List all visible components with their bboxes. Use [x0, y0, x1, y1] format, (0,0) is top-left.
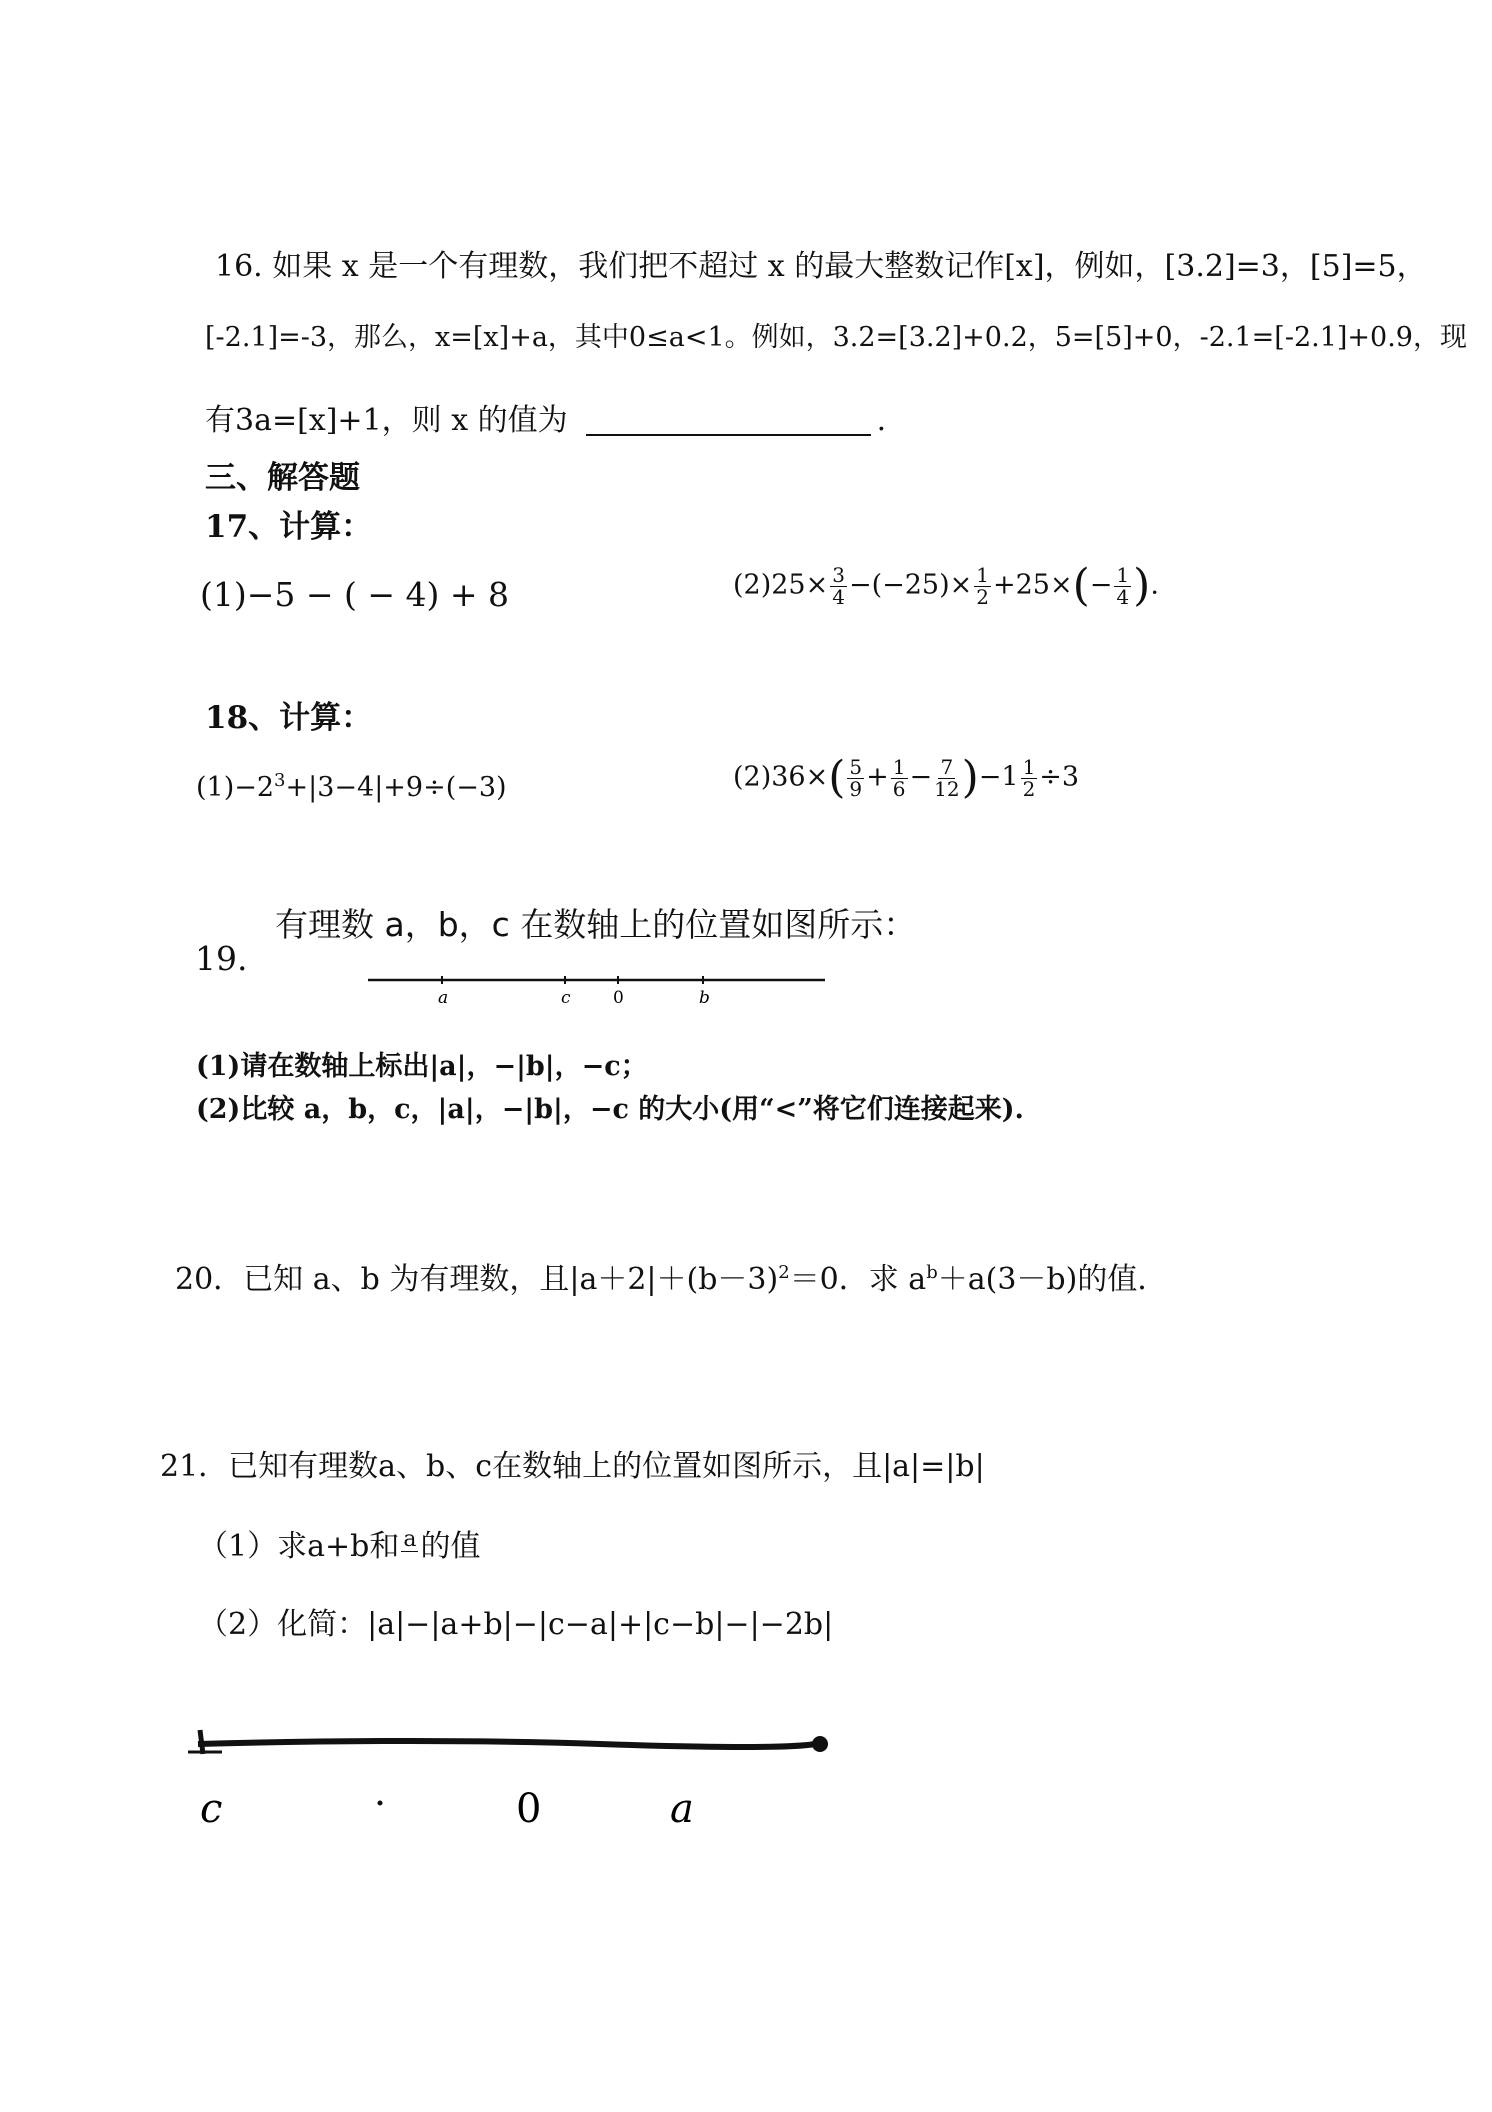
q18-part2: (2)36×( $\frac{5}{9}$ + $\frac{1}{6}$ − $\frac{7}{12}$ )−1 $\frac{1}{2}$ ÷3	[733, 752, 1080, 803]
q21-part2: （2）化简：|a|−|a+b|−|c−a|+|c−b|−|−2b|	[198, 1607, 834, 1642]
frac-num: a	[403, 1527, 417, 1552]
frac-num: 5	[849, 754, 863, 779]
fraction-a-over	[401, 1528, 418, 1575]
q21-p1-b: 的值	[420, 1529, 481, 1564]
frac-den: 4	[1116, 584, 1130, 609]
q19-stem: 有理数 a，b，c 在数轴上的位置如图所示：	[275, 905, 917, 944]
q16-line2: [-2.1]=-3，那么，x=[x]+a，其中0≤a<1。例如，3.2=[3.2]+0.2，5=[5]+0，-2.1=[-2.1]+0.9，现	[205, 322, 1467, 353]
q21-left-tick	[200, 1730, 203, 1754]
q17-label: 17、计算：	[205, 509, 373, 545]
q18-p2-c: ÷3	[1039, 761, 1080, 793]
q21-arrow-end	[812, 1736, 828, 1752]
q17-part1: (1)−5 − ( − 4) + 8	[200, 575, 510, 614]
frac-den: 9	[849, 776, 863, 801]
q21-dot	[378, 1801, 383, 1806]
q19-number: 19.	[195, 939, 248, 978]
period: .	[1150, 569, 1159, 601]
frac-den: 2	[1022, 776, 1036, 801]
q17-p2-c: +25×	[993, 569, 1073, 601]
axis-label-c: c	[561, 988, 571, 1008]
frac-num: 3	[832, 562, 845, 587]
exponent: 3	[274, 770, 286, 791]
q21-axis-line	[198, 1741, 815, 1747]
q20-a: 20．已知 a、b 为有理数，且|a＋2|＋(b－3)	[175, 1262, 779, 1297]
q21-p1-a: （1）求a+b和	[198, 1529, 400, 1564]
frac-num: 1	[1116, 562, 1130, 587]
frac-num: 1	[976, 562, 989, 587]
q17-part2: (2)25× $\frac{3}{4}$ −(−25)× $\frac{1}{2}$ +25×(− $\frac{1}{4}$ ).	[733, 560, 1159, 611]
minus: −	[909, 761, 933, 793]
q19-part2: (2)比较 a，b，c，|a|，−|b|，−c 的大小(用“<”将它们连接起来).	[196, 1094, 1024, 1125]
neg-sign: −	[1089, 569, 1113, 601]
q21-label-zero: 0	[516, 1786, 542, 1832]
exponent: b	[926, 1262, 938, 1283]
q18-p2-b: −1	[978, 761, 1019, 793]
plus: +	[866, 761, 889, 793]
q21-label-a: a	[670, 1786, 694, 1832]
frac-num: 1	[1022, 754, 1036, 779]
frac-num: 7	[940, 754, 954, 779]
exponent: 2	[778, 1262, 790, 1283]
q18-p1-a: (1)−2	[196, 772, 275, 803]
frac-den: 2	[976, 584, 989, 609]
frac-den: 4	[832, 584, 845, 609]
q18-p2-a: (2)36×	[733, 761, 829, 793]
frac-den: 6	[892, 776, 906, 801]
q21-part1	[198, 1528, 480, 1575]
q16-line3: 有3a=[x]+1，则 x 的值为 .	[205, 403, 887, 438]
q19-part1: (1)请在数轴上标出|a|，−|b|，−c；	[196, 1051, 648, 1082]
q20-text	[175, 1264, 1167, 1295]
q17-p2-b: −(−25)×	[848, 569, 973, 601]
section-heading: 三、解答题	[205, 460, 360, 496]
frac-num: 1	[892, 754, 906, 779]
q21-label-c: c	[200, 1786, 223, 1832]
q18-p1-b: +|3−4|+9÷(−3)	[285, 772, 507, 803]
q16-line3-text: 有3a=[x]+1，则 x 的值为	[205, 403, 568, 438]
q16-line1: 16. 如果 x 是一个有理数，我们把不超过 x 的最大整数记作[x]，例如，[3.2]=3，[5]=5，	[215, 249, 1427, 284]
axis-label-a: a	[438, 988, 449, 1008]
axis-label-b: b	[699, 988, 710, 1008]
q18-label: 18、计算：	[205, 700, 373, 736]
q21-stem: 21．已知有理数a、b、c在数轴上的位置如图所示，且|a|=|b|	[160, 1449, 985, 1484]
q20-c: ＋a(3－b)的值．	[937, 1262, 1168, 1297]
axis-label-zero: 0	[613, 988, 624, 1008]
q17-p2-a: (2)25×	[733, 569, 829, 601]
q20-b: ＝0．求 a	[789, 1262, 927, 1297]
frac-den: 12	[934, 776, 960, 801]
